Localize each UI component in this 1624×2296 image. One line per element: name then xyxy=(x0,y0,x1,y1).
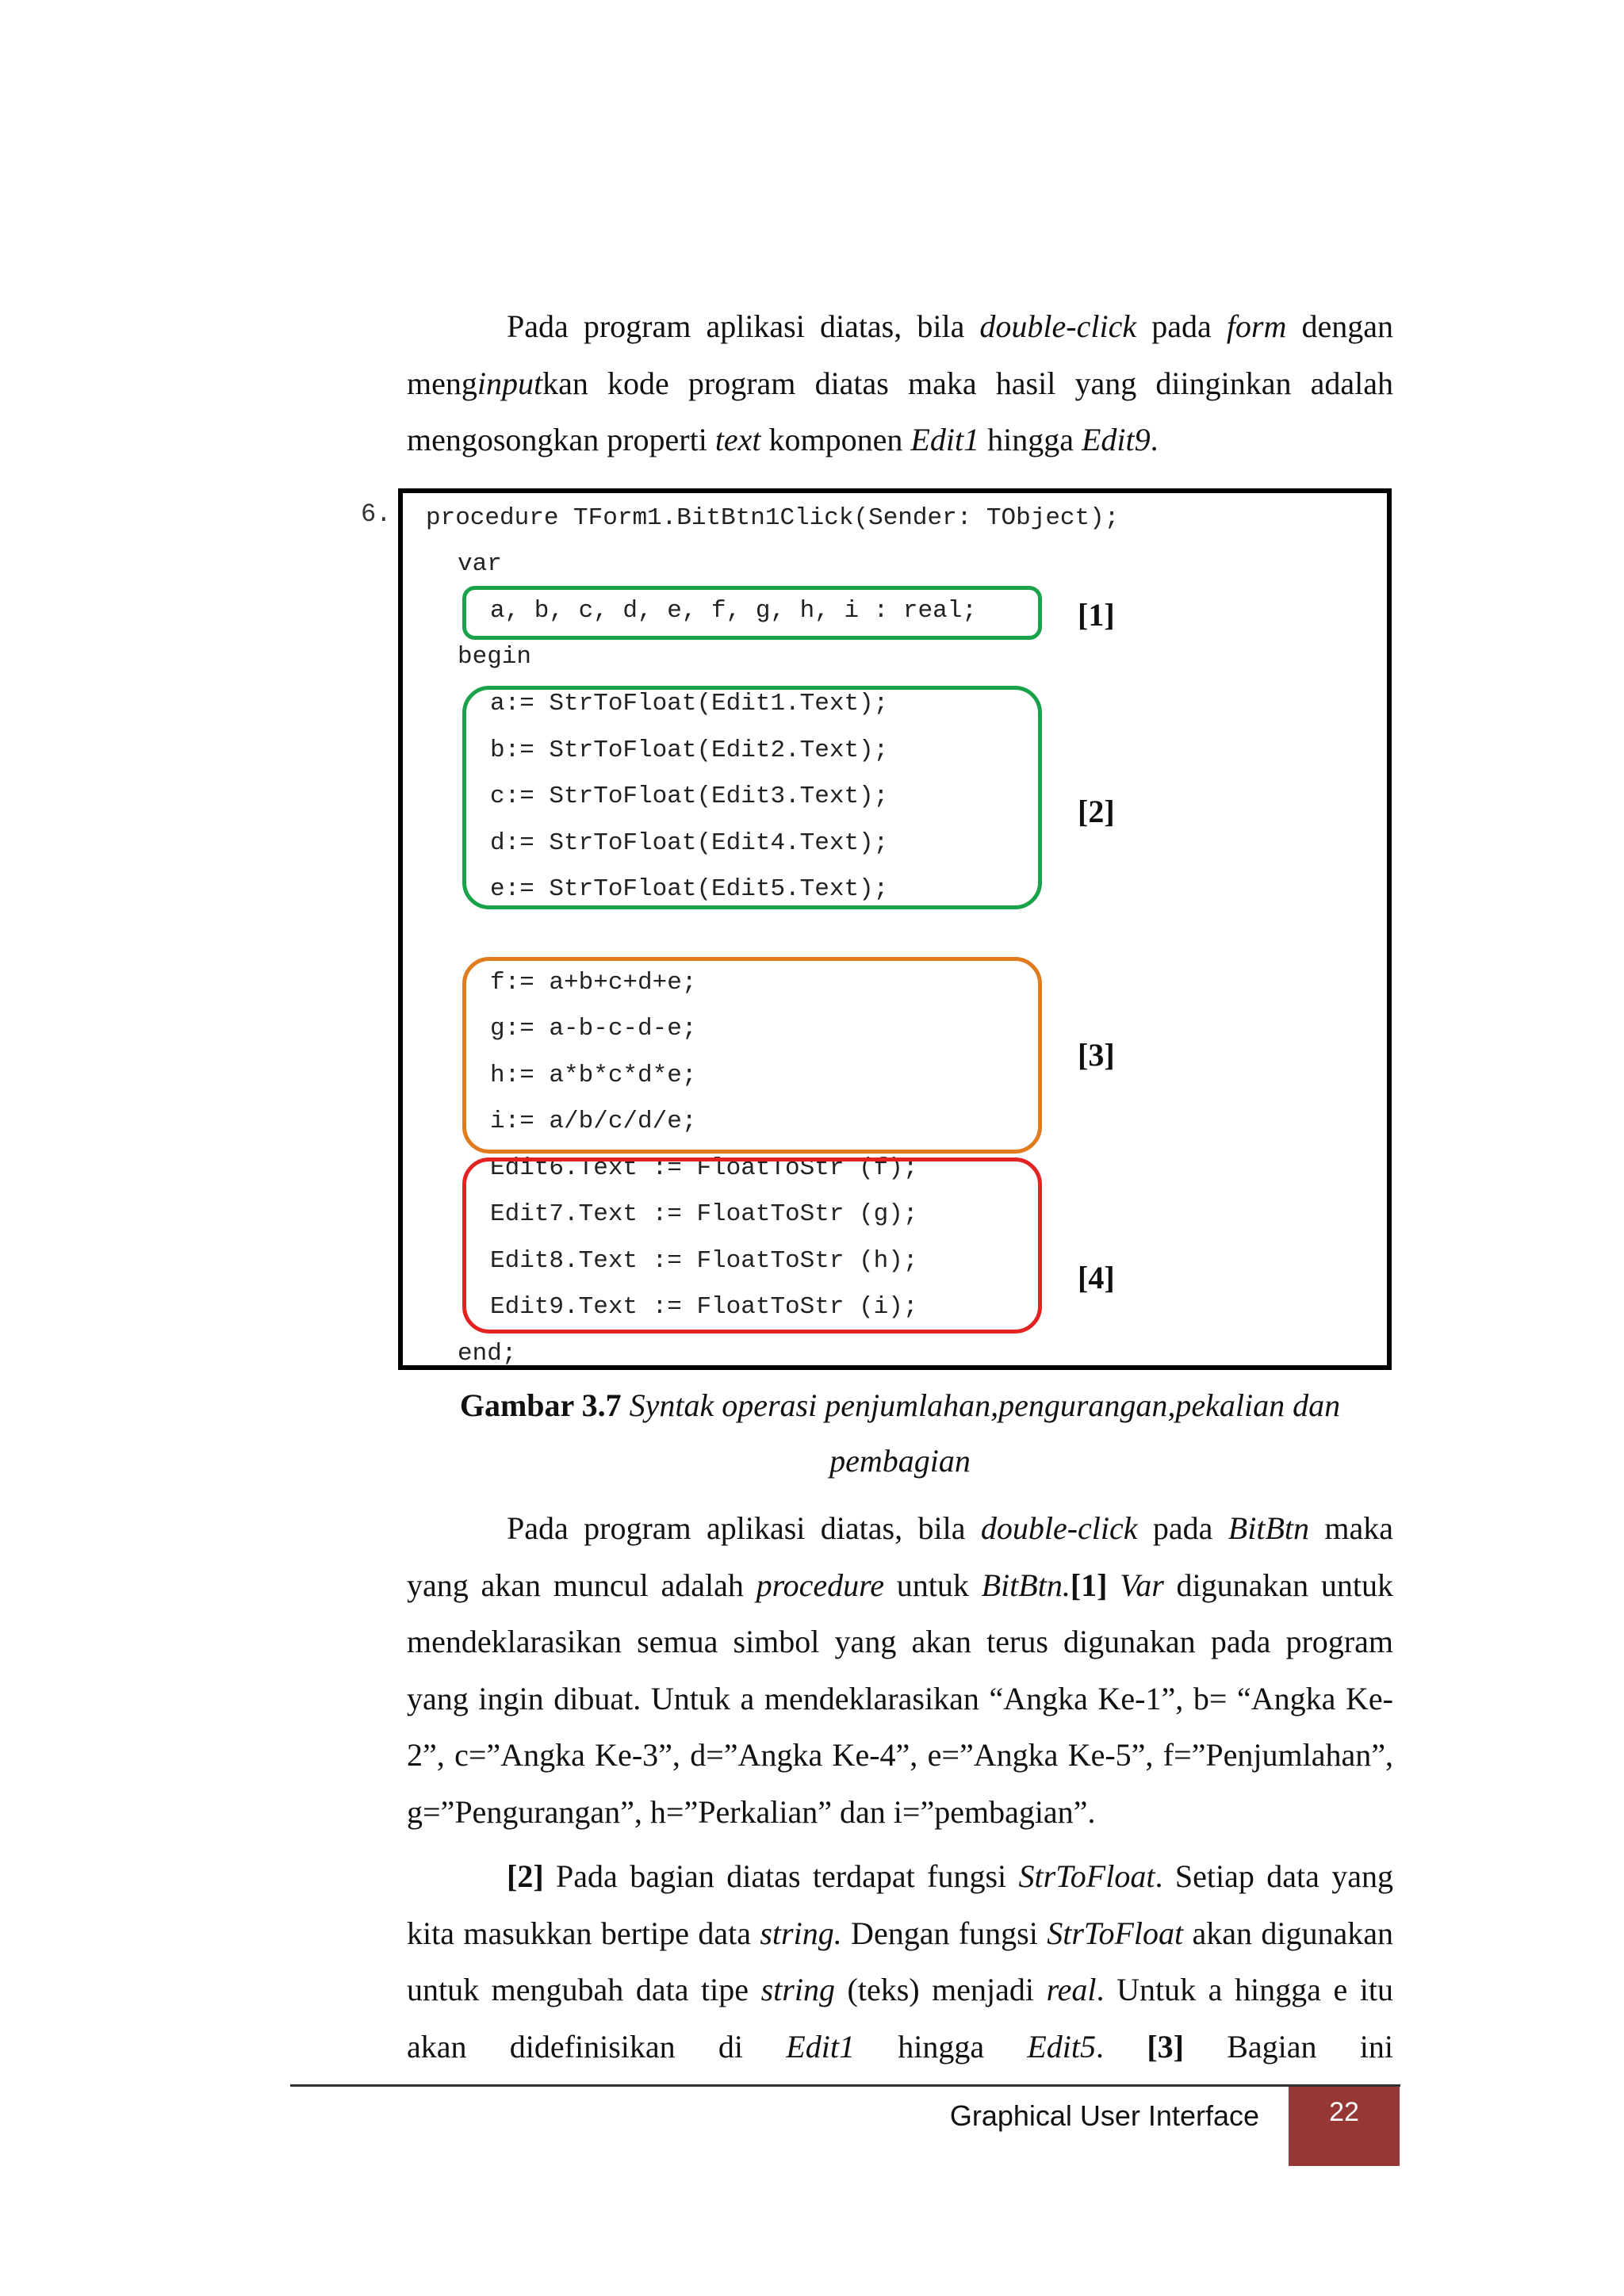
text: komponen xyxy=(760,422,911,457)
text: digunakan untuk mendeklarasikan semua simbol yang akan terus digunakan pada program yang ingin dibuat. Untuk a mendeklarasikan “Angka Ke-1”, b= “Angka Ke-2”, c=”Angka Ke-3”, d=”Angka Ke-4”, e=”Angka Ke-5”, f=”Penjumlahan”, g=”Pengurangan”, h=”Perkalian” dan i=”pembagian”. xyxy=(407,1567,1394,1830)
code-line: end; xyxy=(458,1340,517,1368)
code-line: f:= a+b+c+d+e; xyxy=(490,969,697,997)
text: pada xyxy=(1137,1510,1228,1546)
text: hingga xyxy=(979,422,1082,457)
text: . xyxy=(1150,422,1159,457)
text-italic: Edit1 xyxy=(786,2028,855,2064)
text: untuk xyxy=(884,1567,982,1603)
marker-3: [3] xyxy=(1078,1037,1115,1073)
code-line: e:= StrToFloat(Edit5.Text); xyxy=(490,875,889,903)
text-italic: string xyxy=(760,1972,835,2007)
text: . xyxy=(1096,2028,1147,2064)
highlight-var-declaration xyxy=(462,586,1042,640)
code-line: i:= a/b/c/d/e; xyxy=(490,1108,697,1135)
code-line: var xyxy=(458,550,502,578)
text: Dengan fungsi xyxy=(841,1915,1048,1951)
text-italic: input xyxy=(477,365,543,401)
caption-label: Gambar 3.7 xyxy=(459,1387,622,1423)
text-italic: BitBtn xyxy=(1228,1510,1309,1546)
text-italic: string. xyxy=(760,1915,842,1951)
marker-1: [1] xyxy=(1078,597,1115,633)
code-line: c:= StrToFloat(Edit3.Text); xyxy=(490,783,889,810)
code-line: g:= a-b-c-d-e; xyxy=(490,1015,697,1043)
text-italic: real xyxy=(1046,1972,1097,2007)
code-line: Edit9.Text := FloatToStr (i); xyxy=(490,1293,918,1321)
text: Pada program aplikasi diatas, bila xyxy=(507,308,980,344)
highlight-output xyxy=(462,1158,1042,1334)
text-italic: Edit1 xyxy=(910,422,980,457)
caption-text-continued: pembagian xyxy=(829,1443,971,1479)
code-line: Edit6.Text := FloatToStr (f); xyxy=(490,1154,918,1182)
text: Pada bagian diatas terdapat fungsi xyxy=(543,1858,1019,1894)
code-line: Edit8.Text := FloatToStr (h); xyxy=(490,1247,918,1275)
text: maka yang akan muncul adalah xyxy=(407,1510,1393,1603)
footer-title: Graphical User Interface xyxy=(949,2099,1259,2132)
text: . Setiap data yang kita masukkan bertipe data xyxy=(407,1858,1394,1951)
code-line: a, b, c, d, e, f, g, h, i : real; xyxy=(490,597,977,625)
body-paragraphs xyxy=(407,1500,1393,2075)
paragraph-bitbtn xyxy=(407,1500,1393,1840)
text: dengan meng xyxy=(407,308,1393,401)
code-line: a:= StrToFloat(Edit1.Text); xyxy=(490,690,889,718)
figure-caption xyxy=(407,1378,1393,1489)
text: Bagian ini xyxy=(1183,2028,1394,2064)
text-italic: StrToFloat xyxy=(1047,1915,1184,1951)
code-line: Edit7.Text := FloatToStr (g); xyxy=(490,1200,918,1228)
text-italic: Edit9 xyxy=(1081,422,1151,457)
code-line: begin xyxy=(458,643,532,671)
code-line: procedure TForm1.BitBtn1Click(Sender: TObject); xyxy=(426,504,1120,532)
text-italic: double-click xyxy=(979,308,1137,344)
caption-text: Syntak operasi penjumlahan,pengurangan,pekalian dan xyxy=(629,1387,1341,1423)
text: (teks) menjadi xyxy=(834,1972,1047,2007)
paragraph-strtofloat xyxy=(407,1848,1393,2075)
text: pada xyxy=(1136,308,1227,344)
marker-2: [2] xyxy=(1078,794,1115,829)
text-italic: StrToFloat xyxy=(1018,1858,1155,1894)
intro-paragraph xyxy=(407,298,1393,469)
text-italic: text xyxy=(714,422,761,457)
text-bold: [1] xyxy=(1070,1567,1108,1603)
step-number: 6. xyxy=(361,499,392,529)
code-figure xyxy=(398,488,1392,1370)
highlight-arithmetic xyxy=(462,957,1042,1154)
text-italic: Var xyxy=(1120,1567,1164,1603)
text-bold: [2] xyxy=(507,1858,544,1894)
page-number: 22 xyxy=(1329,2097,1359,2127)
code-line: h:= a*b*c*d*e; xyxy=(490,1062,697,1089)
code-line: d:= StrToFloat(Edit4.Text); xyxy=(490,829,889,857)
text-italic: BitBtn. xyxy=(981,1567,1071,1603)
text: . Untuk a hingga e itu akan didefinisikan di xyxy=(407,1972,1393,2064)
text-italic: double-click xyxy=(980,1510,1138,1546)
page-number-box xyxy=(1289,2087,1400,2166)
footer-divider xyxy=(290,2084,1400,2087)
text-italic: form xyxy=(1226,308,1287,344)
highlight-input-conversion xyxy=(462,686,1042,909)
text-italic: procedure xyxy=(756,1567,885,1603)
text: akan digunakan untuk mengubah data tipe xyxy=(407,1915,1393,2007)
text xyxy=(1107,1567,1120,1603)
text-bold: [3] xyxy=(1147,2028,1184,2064)
code-line: b:= StrToFloat(Edit2.Text); xyxy=(490,737,889,764)
text: kan kode program diatas maka hasil yang diinginkan adalah mengosongkan properti xyxy=(407,365,1393,457)
text: hingga xyxy=(854,2028,1028,2064)
text: Pada program aplikasi diatas, bila xyxy=(507,1510,981,1546)
text-italic: Edit5 xyxy=(1027,2028,1097,2064)
marker-4: [4] xyxy=(1078,1260,1115,1295)
